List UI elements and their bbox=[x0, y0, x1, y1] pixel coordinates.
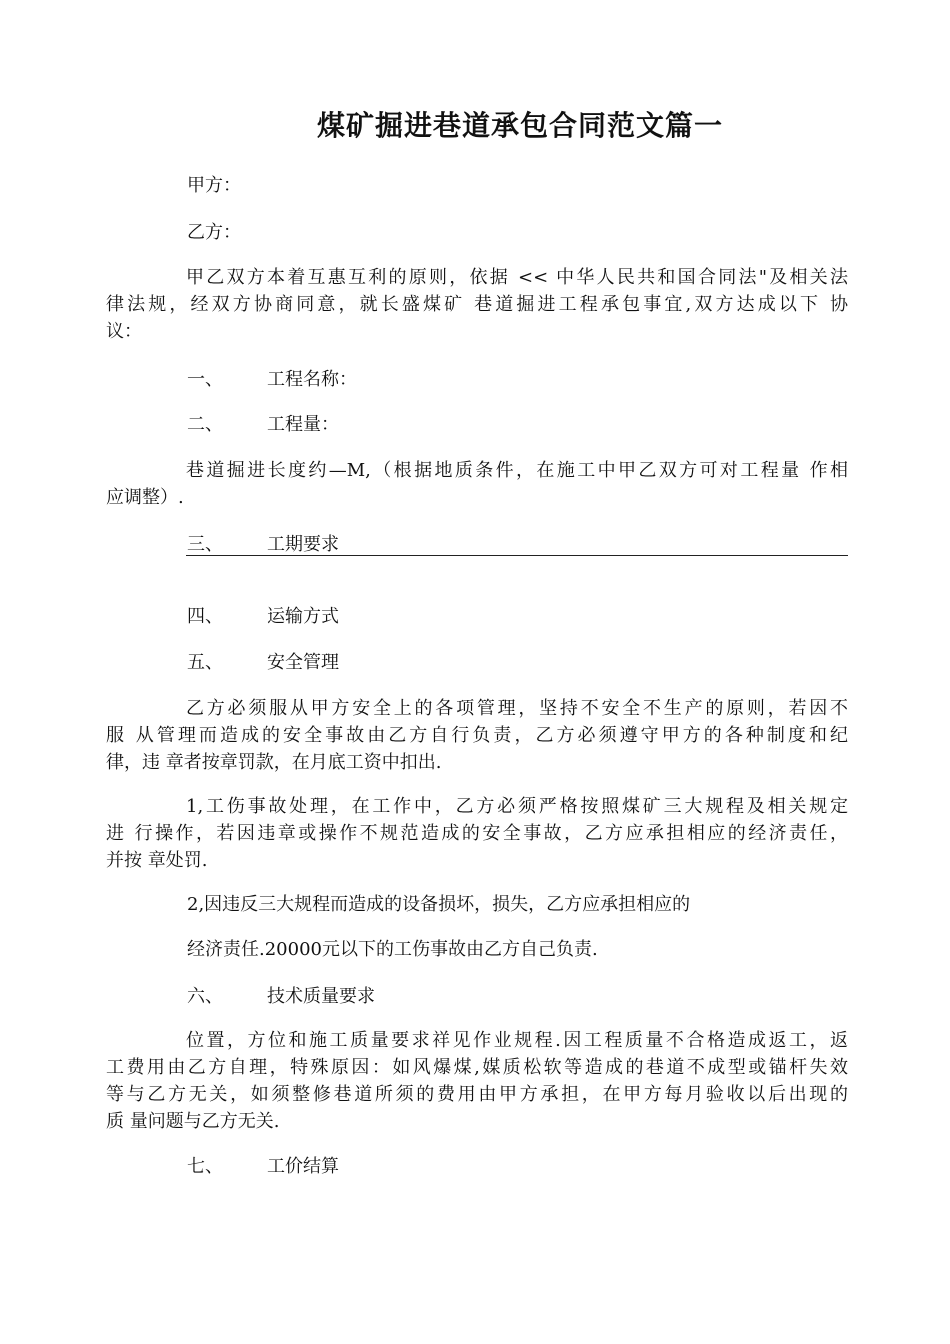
section-label: 工程名称： bbox=[267, 369, 357, 390]
section-label: 工价结算 bbox=[267, 1156, 339, 1177]
section-label: 安全管理 bbox=[267, 652, 339, 673]
section-number: 一、 bbox=[187, 369, 223, 390]
intro-line: 律法规，经双方协商同意，就长盛煤矿 巷道掘进工程承包事宜,双方达成以下 协 bbox=[106, 294, 848, 315]
section-number: 五、 bbox=[187, 652, 223, 673]
section-number: 二、 bbox=[187, 414, 223, 435]
section-1 bbox=[187, 366, 357, 393]
safety-paragraph bbox=[106, 695, 848, 776]
safety-line: 服 从管理而造成的安全事故由乙方自行负责，乙方必须遵守甲方的各种制度和纪 bbox=[106, 725, 848, 746]
party-b-label: 乙方： bbox=[187, 222, 241, 243]
intro-line: 议： bbox=[106, 321, 142, 342]
section-2 bbox=[187, 411, 339, 438]
section-label: 工期要求 bbox=[267, 534, 339, 555]
section-label: 工程量： bbox=[267, 414, 339, 435]
section-5 bbox=[187, 649, 339, 676]
injury-paragraph bbox=[106, 793, 848, 874]
section-7 bbox=[187, 1153, 339, 1180]
section-4 bbox=[187, 603, 339, 630]
section-label: 技术质量要求 bbox=[267, 986, 375, 1007]
quantity-line: 应调整）. bbox=[106, 487, 184, 508]
injury-line: 1,工伤事故处理，在工作中，乙方必须严格按照煤矿三大规程及相关规定 bbox=[186, 796, 848, 817]
injury-line: 并按 章处罚. bbox=[106, 850, 208, 871]
intro-paragraph bbox=[106, 264, 848, 345]
section-6 bbox=[187, 983, 375, 1010]
quantity-paragraph bbox=[106, 457, 848, 511]
quality-line: 位置，方位和施工质量要求祥见作业规程.因工程质量不合格造成返工，返 bbox=[186, 1030, 848, 1051]
injury-line: 进 行操作，若因违章或操作不规范造成的安全事故，乙方应承担相应的经济责任， bbox=[106, 823, 848, 844]
section-number: 三、 bbox=[187, 534, 223, 555]
document-title: 煤矿掘进巷道承包合同范文篇一 bbox=[316, 109, 723, 142]
section-number: 七、 bbox=[187, 1156, 223, 1177]
section-label: 运输方式 bbox=[267, 606, 339, 627]
section-number: 六、 bbox=[187, 986, 223, 1007]
damage-line-2: 经济责任.20000元以下的工伤事故由乙方自己负责. bbox=[187, 939, 598, 960]
safety-line: 律，违 章者按章罚款，在月底工资中扣出. bbox=[106, 752, 442, 773]
quality-line: 等与乙方无关，如须整修巷道所须的费用由甲方承担，在甲方每月验收以后出现的 bbox=[106, 1084, 848, 1105]
quantity-line: 巷道掘进长度约—M,（根据地质条件，在施工中甲乙双方可对工程量 作相 bbox=[186, 460, 848, 481]
quality-line: 质 量问题与乙方无关. bbox=[106, 1111, 280, 1132]
section-number: 四、 bbox=[187, 606, 223, 627]
damage-line-1: 2,因违反三大规程而造成的设备损坏，损失，乙方应承担相应的 bbox=[187, 894, 691, 915]
safety-line: 乙方必须服从甲方安全上的各项管理，坚持不安全不生产的原则，若因不 bbox=[186, 698, 848, 719]
quality-line: 工费用由乙方自理，特殊原因：如风爆煤,媒质松软等造成的巷道不成型或锚杆失效 bbox=[106, 1057, 848, 1078]
intro-line: 甲乙双方本着互惠互利的原则，依据 << 中华人民共和国合同法"及相关法 bbox=[186, 267, 848, 288]
section-3 bbox=[187, 531, 339, 558]
quality-paragraph bbox=[106, 1027, 848, 1135]
underline-rule bbox=[186, 555, 848, 556]
party-a-label: 甲方： bbox=[187, 175, 241, 196]
